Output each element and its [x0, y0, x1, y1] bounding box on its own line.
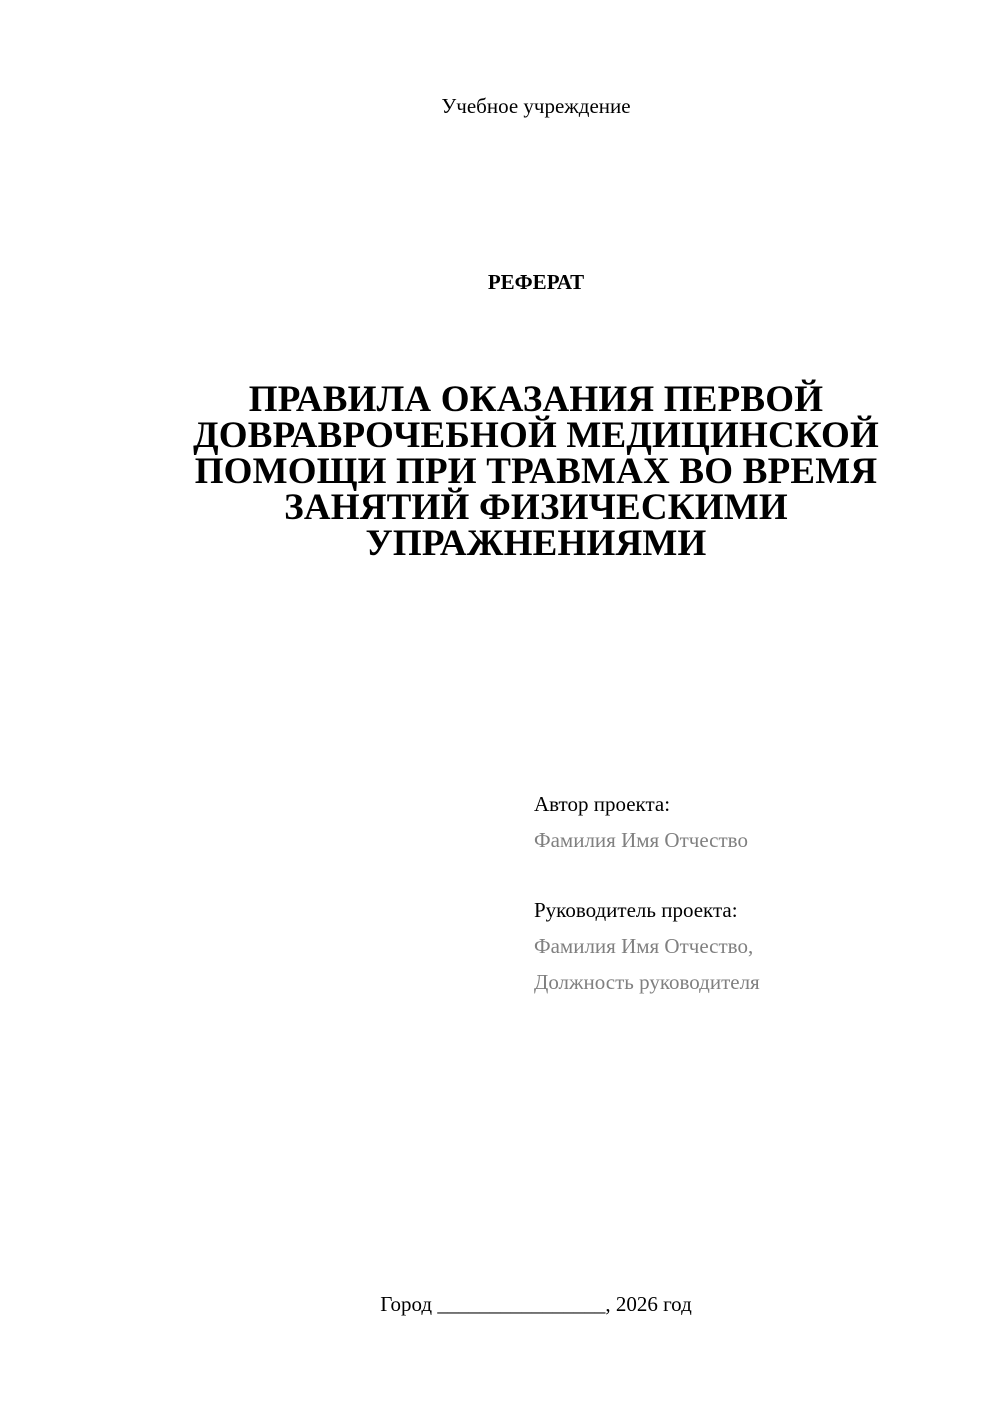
author-name: Фамилия Имя Отчество — [534, 828, 748, 852]
author-label: Автор проекта: — [534, 792, 671, 816]
title-line: ПРАВИЛА ОКАЗАНИЯ ПЕРВОЙ — [248, 379, 824, 420]
city-year-line: Город ________________, 2026 год — [380, 1292, 692, 1316]
title-line: УПРАЖНЕНИЯМИ — [365, 523, 707, 564]
spacer — [534, 858, 974, 892]
credits-block — [534, 786, 974, 1000]
title-line: ДОВРАВРОЧЕБНОЙ МЕДИЦИНСКОЙ — [193, 415, 879, 456]
institution-name: Учебное учреждение — [441, 94, 631, 118]
supervisor-position: Должность руководителя — [534, 970, 760, 994]
supervisor-name: Фамилия Имя Отчество, — [534, 934, 754, 958]
document-title — [150, 379, 922, 564]
title-line: ПОМОЩИ ПРИ ТРАВМАХ ВО ВРЕМЯ — [194, 451, 878, 492]
supervisor-label: Руководитель проекта: — [534, 898, 738, 922]
title-line: ЗАНЯТИЙ ФИЗИЧЕСКИМИ — [284, 487, 788, 528]
document-type-label: РЕФЕРАТ — [487, 270, 585, 294]
